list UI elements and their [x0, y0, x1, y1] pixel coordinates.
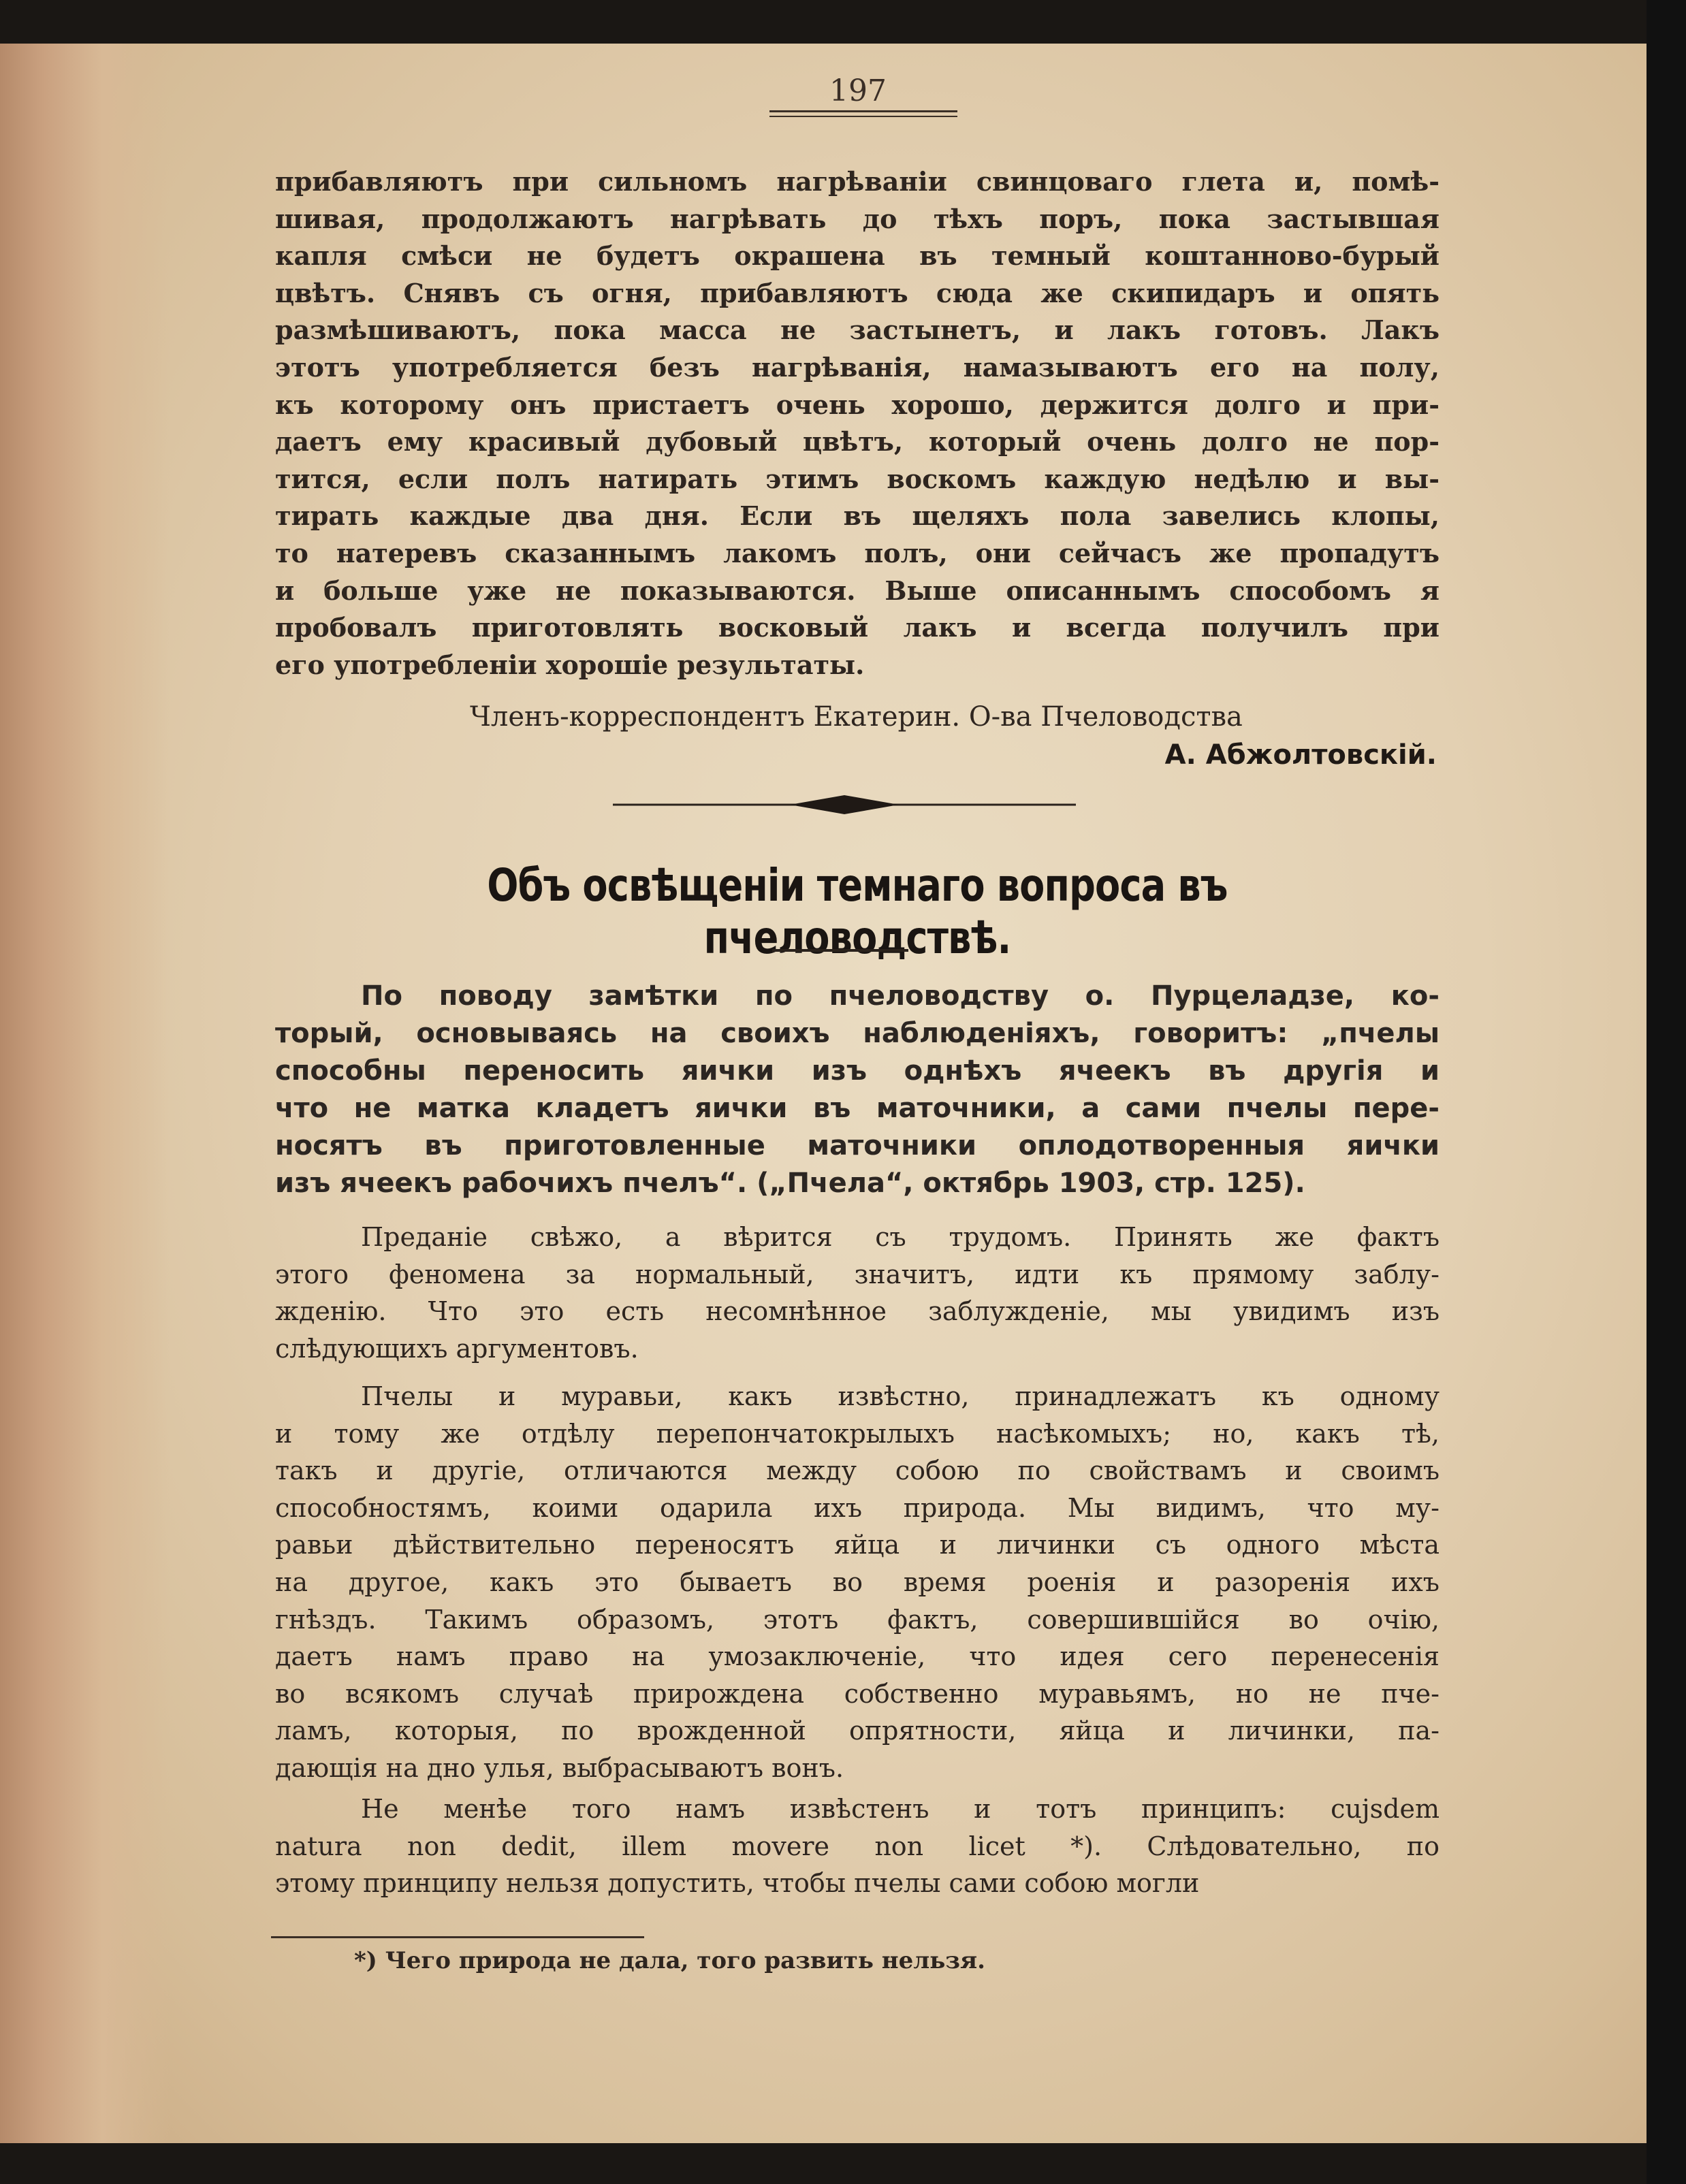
text-line: прибавляютъ при сильномъ нагрѣваніи свинцоваго глета и, помѣ-	[275, 166, 1440, 197]
text-line: шивая, продолжаютъ нагрѣвать до тѣхъ поръ, пока застывшая	[275, 203, 1440, 234]
text-line: Пчелы и муравьи, какъ извѣстно, принадлежатъ къ одному	[361, 1381, 1440, 1411]
signature-title: Членъ-корреспондентъ Екатерин. О-ва Пчеловодства	[470, 701, 1243, 733]
text-line: тирать каждые два дня. Если въ щеляхъ пола завелись клопы,	[275, 500, 1440, 532]
text-line: дающія на дно улья, выбрасываютъ вонъ.	[275, 1752, 844, 1783]
text-line: носятъ въ приготовленные маточники оплодотворенныя яички	[275, 1130, 1440, 1161]
heading-rule	[772, 949, 908, 952]
text-line: даетъ ему красивый дубовый цвѣтъ, который очень долго не пор-	[275, 426, 1440, 457]
scan-background-right	[1647, 0, 1686, 2184]
text-line: пробовалъ приготовлять восковый лакъ и всегда получилъ при	[275, 612, 1440, 643]
text-line: капля смѣси не будетъ окрашена въ темный коштанново-бурый	[275, 240, 1440, 272]
text-line: цвѣтъ. Снявъ съ огня, прибавляютъ сюда же скипидаръ и опять	[275, 277, 1440, 308]
article-intro	[275, 978, 1440, 1202]
text-line: къ которому онъ пристаетъ очень хорошо, держится долго и при-	[275, 389, 1440, 420]
text-line: способны переносить яички изъ однѣхъ ячеекъ въ другія и	[275, 1055, 1440, 1087]
text-line: даетъ намъ право на умозаключеніе, что идея сего перенесенія	[275, 1641, 1440, 1672]
text-line: и больше уже не показываются. Выше описаннымъ способомъ я	[275, 575, 1440, 606]
text-line: во всякомъ случаѣ прирождена собственно муравьямъ, но не пче-	[275, 1678, 1440, 1709]
text-line: Преданіе свѣжо, а вѣрится съ трудомъ. Принять же фактъ	[361, 1222, 1440, 1252]
text-line: По поводу замѣтки по пчеловодству о. Пурцеладзе, ко-	[361, 980, 1440, 1012]
ornament-divider	[613, 791, 1076, 818]
page-number-rule	[769, 110, 957, 112]
page-number-rule-secondary	[769, 116, 957, 117]
text-line: слѣдующихъ аргументовъ.	[275, 1333, 639, 1364]
article-heading: Объ освѣщеніи темнаго вопроса въ пчеловодствѣ.	[487, 859, 1228, 964]
text-line: на другое, какъ это бываетъ во время роенія и разоренія ихъ	[275, 1567, 1440, 1597]
text-line: размѣшиваютъ, пока масса не застынетъ, и лакъ готовъ. Лакъ	[275, 315, 1440, 346]
paragraph-principle	[275, 1790, 1440, 1902]
page-number: 197	[829, 74, 887, 108]
text-line: такъ и другіе, отличаются между собою по свойствамъ и своимъ	[275, 1456, 1440, 1486]
text-line: что не матка кладетъ яички въ маточники, а сами пчелы пере-	[275, 1093, 1440, 1124]
paragraph-bees-ants	[275, 1378, 1440, 1787]
footnote: *) Чего природа не дала, того развить нельзя.	[354, 1947, 985, 1974]
text-line: Не менѣе того намъ извѣстенъ и тотъ принципъ: cujsdem	[361, 1794, 1440, 1824]
text-line: жденію. Что это есть несомнѣнное заблужденіе, мы увидимъ изъ	[275, 1296, 1440, 1327]
text-line: этого феномена за нормальный, значитъ, идти къ прямому заблу-	[275, 1259, 1440, 1289]
text-line: этотъ употребляется безъ нагрѣванія, намазываютъ его на полу,	[275, 351, 1440, 383]
text-line: ламъ, которыя, по врожденной опрятности, яйца и личинки, па-	[275, 1716, 1440, 1746]
text-line: тится, если полъ натирать этимъ воскомъ каждую недѣлю и вы-	[275, 463, 1440, 494]
text-line: равьи дѣйствительно переносятъ яйца и личинки съ одного мѣста	[275, 1530, 1440, 1560]
text-line: гнѣздъ. Такимъ образомъ, этотъ фактъ, совершившійся во очію,	[275, 1604, 1440, 1635]
text-line: natura non dedit, illem movere non licet *). Слѣдовательно, по	[275, 1831, 1440, 1861]
paragraph-tradition	[275, 1219, 1440, 1367]
text-line: торый, основываясь на своихъ наблюденіяхъ, говоритъ: „пчелы	[275, 1018, 1440, 1049]
scan-background-bottom	[0, 2143, 1686, 2184]
signature-name: А. Абжолтовскій.	[1164, 739, 1437, 771]
text-line: этому принципу нельзя допустить, чтобы пчелы сами собою могли	[275, 1868, 1200, 1899]
footnote-rule	[271, 1936, 644, 1938]
text-line: изъ ячеекъ рабочихъ пчелъ“. („Пчела“, октябрь 1903, стр. 125).	[275, 1168, 1305, 1199]
text-line: его употребленіи хорошіе результаты.	[275, 649, 865, 680]
text-line: и тому же отдѣлу перепончатокрылыхъ насѣкомыхъ; но, какъ тѣ,	[275, 1418, 1440, 1449]
paragraph-varnish	[275, 163, 1440, 684]
text-line: то натеревъ сказаннымъ лакомъ полъ, они сейчасъ же пропадутъ	[275, 537, 1440, 568]
text-line: способностямъ, коими одарила ихъ природа. Мы видимъ, что му-	[275, 1492, 1440, 1523]
